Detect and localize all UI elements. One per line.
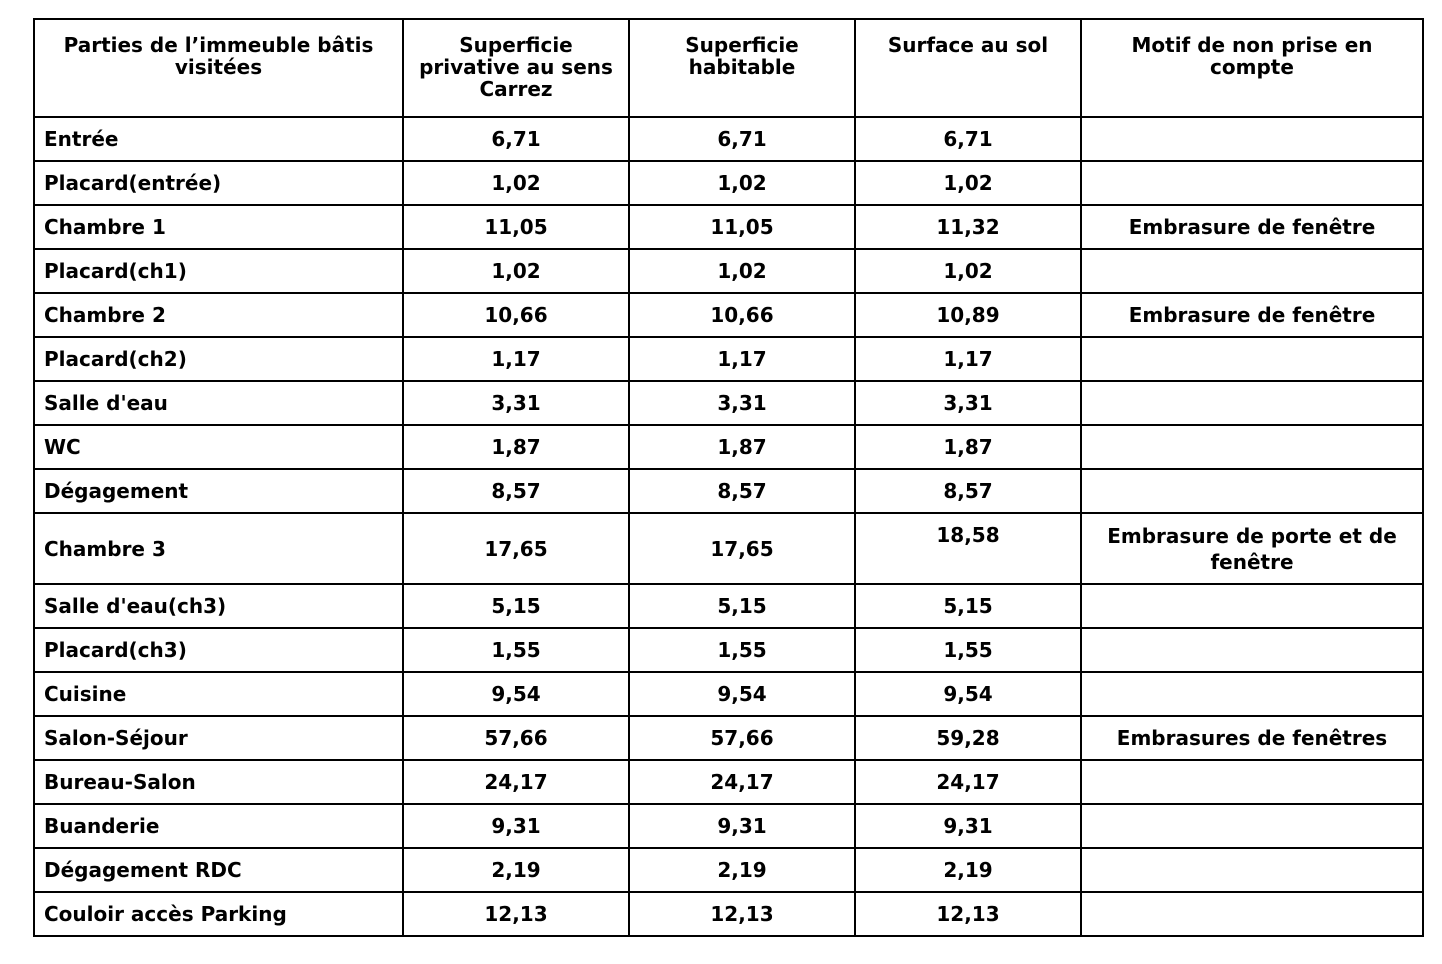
header-parties: Parties de l’immeuble bâtis visitées: [34, 19, 403, 117]
cell-room-name: Cuisine: [34, 672, 403, 716]
cell-surface-sol: 1,87: [855, 425, 1081, 469]
cell-surface-sol: 2,19: [855, 848, 1081, 892]
cell-room-name: Buanderie: [34, 804, 403, 848]
cell-room-name: Dégagement: [34, 469, 403, 513]
cell-carrez: 2,19: [403, 848, 629, 892]
cell-room-name: Dégagement RDC: [34, 848, 403, 892]
cell-carrez: 8,57: [403, 469, 629, 513]
cell-habitable: 9,54: [629, 672, 855, 716]
cell-motif: [1081, 892, 1423, 936]
cell-motif: Embrasures de fenêtres: [1081, 716, 1423, 760]
table-row: [34, 760, 1423, 804]
cell-surface-sol: 11,32: [855, 205, 1081, 249]
table-row: [34, 584, 1423, 628]
cell-room-name: Placard(ch2): [34, 337, 403, 381]
header-motif: Motif de non prise en compte: [1081, 19, 1423, 117]
cell-surface-sol: 9,54: [855, 672, 1081, 716]
table-row: [34, 892, 1423, 936]
cell-habitable: 8,57: [629, 469, 855, 513]
cell-motif: Embrasure de porte et de fenêtre: [1081, 513, 1423, 584]
cell-motif: [1081, 628, 1423, 672]
cell-carrez: 24,17: [403, 760, 629, 804]
cell-surface-sol: 9,31: [855, 804, 1081, 848]
cell-habitable: 10,66: [629, 293, 855, 337]
cell-habitable: 11,05: [629, 205, 855, 249]
cell-surface-sol: 24,17: [855, 760, 1081, 804]
table-row: [34, 205, 1423, 249]
header-surface-sol: Surface au sol: [855, 19, 1081, 117]
table-row: [34, 628, 1423, 672]
cell-carrez: 10,66: [403, 293, 629, 337]
cell-motif: [1081, 584, 1423, 628]
cell-motif: [1081, 117, 1423, 161]
cell-room-name: WC: [34, 425, 403, 469]
cell-habitable: 1,02: [629, 161, 855, 205]
cell-surface-sol: 18,58: [855, 513, 1081, 584]
cell-surface-sol: 10,89: [855, 293, 1081, 337]
cell-motif: [1081, 249, 1423, 293]
cell-carrez: 11,05: [403, 205, 629, 249]
table-row: [34, 381, 1423, 425]
cell-habitable: 1,02: [629, 249, 855, 293]
table-row: [34, 425, 1423, 469]
cell-motif: [1081, 425, 1423, 469]
table-row: [34, 716, 1423, 760]
cell-carrez: 9,54: [403, 672, 629, 716]
cell-habitable: 1,87: [629, 425, 855, 469]
cell-habitable: 57,66: [629, 716, 855, 760]
cell-room-name: Placard(ch1): [34, 249, 403, 293]
cell-room-name: Chambre 1: [34, 205, 403, 249]
cell-surface-sol: 1,17: [855, 337, 1081, 381]
cell-carrez: 1,02: [403, 249, 629, 293]
cell-habitable: 17,65: [629, 513, 855, 584]
cell-surface-sol: 1,02: [855, 161, 1081, 205]
cell-surface-sol: 6,71: [855, 117, 1081, 161]
cell-motif: [1081, 804, 1423, 848]
cell-habitable: 1,55: [629, 628, 855, 672]
cell-carrez: 17,65: [403, 513, 629, 584]
cell-carrez: 6,71: [403, 117, 629, 161]
cell-carrez: 1,02: [403, 161, 629, 205]
cell-motif: [1081, 161, 1423, 205]
cell-carrez: 1,17: [403, 337, 629, 381]
cell-habitable: 24,17: [629, 760, 855, 804]
cell-habitable: 5,15: [629, 584, 855, 628]
header-habitable: Superficie habitable: [629, 19, 855, 117]
cell-room-name: Bureau-Salon: [34, 760, 403, 804]
cell-motif: [1081, 672, 1423, 716]
table-row: [34, 513, 1423, 584]
cell-room-name: Salon-Séjour: [34, 716, 403, 760]
table-row: [34, 469, 1423, 513]
table-row: [34, 249, 1423, 293]
cell-carrez: 9,31: [403, 804, 629, 848]
table-row: [34, 293, 1423, 337]
cell-carrez: 57,66: [403, 716, 629, 760]
cell-motif: [1081, 381, 1423, 425]
cell-room-name: Entrée: [34, 117, 403, 161]
cell-surface-sol: 8,57: [855, 469, 1081, 513]
cell-carrez: 1,87: [403, 425, 629, 469]
cell-motif: Embrasure de fenêtre: [1081, 293, 1423, 337]
table-header-row: [34, 19, 1423, 117]
cell-motif: [1081, 337, 1423, 381]
cell-room-name: Couloir accès Parking: [34, 892, 403, 936]
table-row: [34, 848, 1423, 892]
cell-habitable: 9,31: [629, 804, 855, 848]
cell-room-name: Salle d'eau(ch3): [34, 584, 403, 628]
cell-surface-sol: 3,31: [855, 381, 1081, 425]
cell-surface-sol: 1,02: [855, 249, 1081, 293]
cell-room-name: Chambre 3: [34, 513, 403, 584]
surface-table: [33, 18, 1424, 937]
cell-motif: Embrasure de fenêtre: [1081, 205, 1423, 249]
cell-motif: [1081, 469, 1423, 513]
cell-carrez: 5,15: [403, 584, 629, 628]
cell-habitable: 2,19: [629, 848, 855, 892]
table-row: [34, 672, 1423, 716]
cell-habitable: 3,31: [629, 381, 855, 425]
cell-room-name: Placard(entrée): [34, 161, 403, 205]
table-row: [34, 161, 1423, 205]
table-row: [34, 337, 1423, 381]
cell-carrez: 12,13: [403, 892, 629, 936]
cell-motif: [1081, 848, 1423, 892]
cell-habitable: 12,13: [629, 892, 855, 936]
cell-room-name: Chambre 2: [34, 293, 403, 337]
table-row: [34, 804, 1423, 848]
cell-carrez: 3,31: [403, 381, 629, 425]
cell-habitable: 1,17: [629, 337, 855, 381]
cell-carrez: 1,55: [403, 628, 629, 672]
header-carrez: Superficie privative au sens Carrez: [403, 19, 629, 117]
cell-habitable: 6,71: [629, 117, 855, 161]
cell-surface-sol: 1,55: [855, 628, 1081, 672]
table-row: [34, 117, 1423, 161]
cell-room-name: Placard(ch3): [34, 628, 403, 672]
cell-surface-sol: 59,28: [855, 716, 1081, 760]
cell-motif: [1081, 760, 1423, 804]
cell-room-name: Salle d'eau: [34, 381, 403, 425]
cell-surface-sol: 5,15: [855, 584, 1081, 628]
cell-surface-sol: 12,13: [855, 892, 1081, 936]
